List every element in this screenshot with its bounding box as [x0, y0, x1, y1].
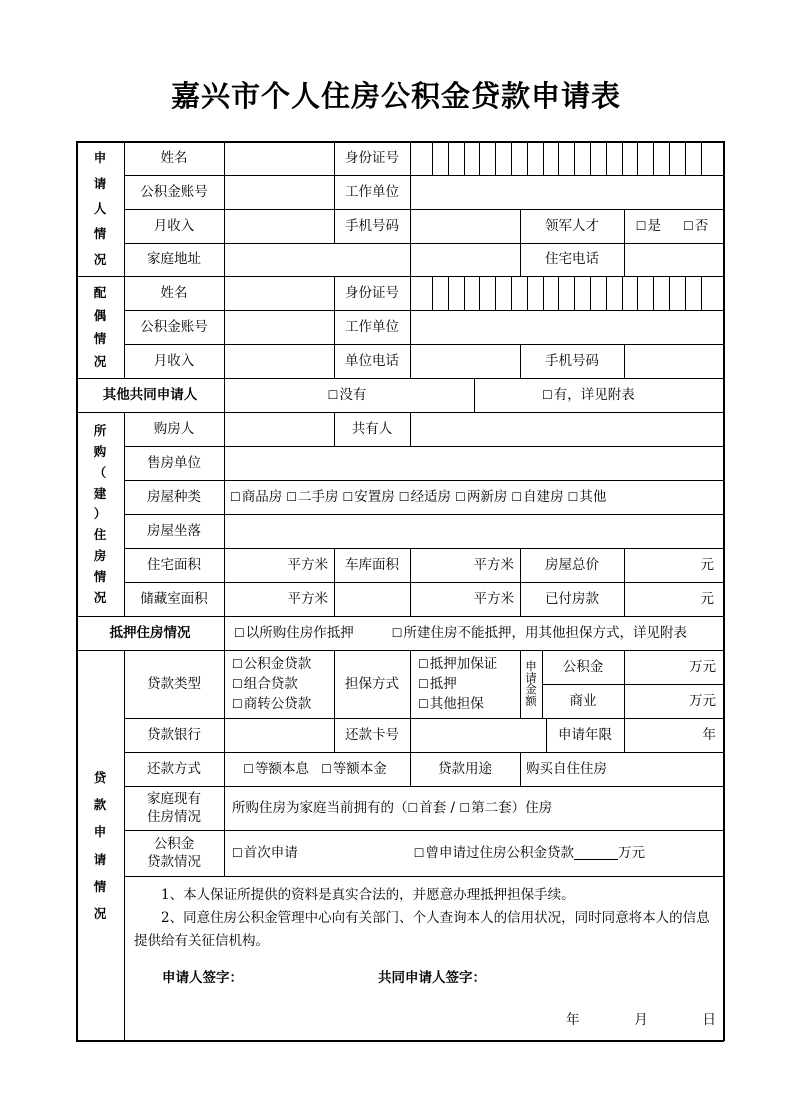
vertical-label-char: 况: [93, 905, 107, 921]
grid-line: [558, 276, 559, 310]
vertical-label-char: 情: [93, 226, 107, 242]
grid-line: [669, 141, 670, 175]
existing-label-line1: 家庭现有: [147, 790, 201, 807]
co-applicant-none-option[interactable]: [328, 386, 367, 404]
grid-line: [558, 141, 559, 175]
loan-type-label-2: 商转公贷款: [243, 696, 312, 713]
applicant-mobile-label: 手机号码: [345, 217, 399, 234]
term-label: 申请年限: [558, 726, 612, 743]
checkbox-icon: ☐: [455, 489, 466, 504]
vertical-label-char: 申: [93, 150, 107, 166]
checkbox-icon: ☐: [459, 800, 471, 815]
first-apply-option[interactable]: [232, 844, 298, 862]
vertical-label-char: ）: [93, 506, 107, 522]
co-owner-field[interactable]: [410, 412, 724, 446]
co-applicant-label: 其他共同申请人: [102, 386, 198, 403]
grid-line: [479, 276, 480, 310]
grid-line: [76, 378, 724, 379]
vertical-label-char: 建: [93, 485, 107, 501]
spouse-mobile-label: 手机号码: [545, 352, 599, 369]
loan-type-option-1[interactable]: [232, 674, 298, 694]
guarantee-label: 担保方式: [345, 675, 399, 692]
grid-line: [520, 209, 521, 276]
grid-line: [474, 378, 475, 412]
vertical-label-char: 购: [93, 443, 107, 459]
house-type-label: 房屋种类: [147, 488, 201, 505]
co-applicant-yes-label: 有，详见附表: [553, 386, 635, 403]
grid-line: [334, 412, 335, 446]
date-year: 年: [566, 1011, 580, 1028]
grid-line: [574, 141, 575, 175]
vertical-label-char: 况: [93, 589, 107, 605]
grid-line: [669, 276, 670, 310]
grid-line: [590, 141, 591, 175]
checkbox-icon: ☐: [230, 489, 241, 504]
grid-line: [334, 141, 335, 243]
checkbox-icon: ☐: [327, 387, 339, 402]
date-day: 日: [702, 1011, 716, 1028]
grid-line: [520, 650, 521, 718]
vertical-label-char: 款: [93, 797, 107, 813]
grid-line: [653, 141, 654, 175]
fund-loan-label-line1: 公积金: [153, 835, 195, 852]
co-applicant-yes-option[interactable]: [542, 386, 635, 404]
prior-apply-label: 曾申请过住房公积金贷款: [425, 844, 575, 861]
co-applicant-none-cell: [224, 378, 474, 412]
commercial-amount-field[interactable]: 万元: [689, 692, 716, 709]
spouse-income-field[interactable]: [224, 344, 334, 378]
vertical-label-char: 人: [93, 200, 107, 216]
grid-line: [590, 276, 591, 310]
total-price-label: 房屋总价: [545, 556, 599, 573]
declaration-line-2: 2、同意住房公积金管理中心向有关部门、个人查询本人的信用状况，同时同意将本人的信息提供给有关征信机构。: [134, 909, 710, 949]
paid-label: 已付房款: [545, 590, 599, 607]
grid-line: [624, 344, 625, 378]
house-type-option-0[interactable]: [230, 488, 282, 506]
seller-field[interactable]: [224, 446, 724, 480]
co-applicant-none-label: 没有: [339, 386, 367, 403]
spouse-fund-account-field[interactable]: [224, 310, 334, 344]
applicant-fund-account-field[interactable]: [224, 175, 334, 209]
grid-line: [124, 310, 724, 311]
first-set-option[interactable]: [408, 799, 447, 817]
area-label: 住宅面积: [147, 556, 201, 573]
house-type-option-5[interactable]: [511, 488, 563, 506]
checkbox-icon: ☐: [418, 656, 429, 671]
spouse-id-field[interactable]: [410, 276, 724, 310]
grid-line: [124, 786, 724, 787]
grid-line: [124, 446, 724, 447]
house-type-label-5: 自建房: [523, 488, 564, 505]
fund-loan-label-line2: 贷款情况: [147, 854, 201, 870]
mortgage-option-1[interactable]: [234, 624, 354, 642]
buyer-field[interactable]: [224, 412, 334, 446]
home-phone-label: 住宅电话: [545, 251, 599, 268]
repay-option-2-label: 等额本金: [332, 760, 387, 777]
seller-label: 售房单位: [147, 454, 201, 471]
fund-loan-history-label: [124, 830, 224, 876]
co-owner-label: 共有人: [351, 420, 393, 437]
checkbox-icon: ☐: [232, 677, 243, 691]
co-applicant-signature-label: 共同申请人签字：: [378, 969, 486, 986]
checkbox-icon: ☐: [342, 489, 354, 504]
checkbox-icon: ☐: [391, 625, 403, 640]
declaration-line-1: 1、本人保证所提供的资料是真实合法的，并愿意办理抵押担保手续。: [161, 887, 575, 903]
checkbox-icon: ☐: [511, 489, 523, 504]
grid-line: [624, 650, 625, 752]
vertical-label-char: 况: [93, 251, 107, 267]
vertical-label-char: 况: [93, 354, 107, 370]
applicant-signature-label: 申请人签字：: [162, 969, 243, 986]
repay-option-1-label: 等额本息: [255, 760, 309, 777]
grid-line: [542, 650, 543, 718]
grid-line: [334, 548, 335, 616]
house-type-options: [224, 480, 724, 514]
grid-line: [520, 548, 521, 616]
card-no-field[interactable]: [410, 718, 546, 752]
grid-line: [606, 276, 607, 310]
bank-field[interactable]: [224, 718, 334, 752]
mortgage-options: [224, 616, 724, 650]
checkbox-icon: ☐: [567, 489, 579, 504]
vertical-label-char: 申: [93, 824, 107, 840]
grid-line: [701, 141, 702, 175]
grid-line: [606, 141, 607, 175]
loan-type-label: 贷款类型: [147, 675, 201, 692]
buyer-label: 购房人: [153, 420, 195, 437]
second-set-option[interactable]: [459, 799, 511, 817]
grid-line: [76, 276, 724, 277]
grid-line: [124, 548, 724, 549]
applicant-name-field[interactable]: [224, 141, 334, 175]
storage-extra-field[interactable]: 平方米: [473, 590, 514, 607]
grid-line: [76, 1040, 724, 1042]
existing-suffix: ）住房: [511, 799, 553, 816]
grid-line: [527, 276, 528, 310]
grid-line: [653, 276, 654, 310]
checkbox-icon: ☐: [542, 387, 553, 402]
grid-line: [624, 548, 625, 616]
spouse-employer-label: 工作单位: [345, 318, 399, 335]
applicant-income-label: 月收入: [153, 217, 195, 234]
repay-label: 还款方式: [147, 760, 201, 777]
set-separator: /: [446, 799, 460, 816]
co-applicant-signature-field[interactable]: [522, 963, 672, 991]
house-type-label-0: 商品房: [241, 488, 283, 505]
applicant-employer-field[interactable]: [410, 175, 724, 209]
existing-label-line2: 住房情况: [147, 809, 201, 825]
spouse-name-field[interactable]: [224, 276, 334, 310]
repay-option-2[interactable]: [321, 760, 387, 778]
house-type-label-2: 安置房: [354, 488, 395, 505]
date-month: 月: [634, 1011, 648, 1028]
guarantee-label-1: 抵押: [429, 675, 457, 692]
prior-amount-unit: 万元: [618, 844, 646, 861]
spouse-id-label: 身份证号: [345, 284, 399, 301]
talent-label: 领军人才: [545, 217, 599, 234]
grid-line: [124, 209, 724, 210]
grid-line: [76, 616, 724, 617]
garage-area-field[interactable]: 平方米: [473, 556, 514, 573]
purpose-label: 贷款用途: [438, 760, 492, 777]
vertical-label-char: 额: [525, 693, 537, 708]
vertical-label-char: 申: [525, 659, 537, 673]
bank-label: 贷款银行: [147, 726, 201, 743]
checkbox-icon: ☐: [398, 489, 410, 504]
applicant-mobile-field[interactable]: [410, 209, 520, 243]
loan-type-label-0: 公积金贷款: [243, 655, 312, 672]
term-field[interactable]: 年: [702, 726, 716, 743]
grid-line: [542, 684, 724, 685]
grid-line: [685, 141, 686, 175]
section-applicant-label: [76, 141, 124, 276]
spouse-work-phone-label: 单位电话: [345, 352, 399, 369]
total-price-field[interactable]: 元: [700, 556, 714, 573]
grid-line: [464, 276, 465, 310]
apply-amount-label: [520, 650, 542, 718]
house-type-label-6: 其他: [579, 488, 607, 505]
applicant-address-field[interactable]: [224, 243, 520, 276]
vertical-label-char: 住: [93, 527, 107, 543]
checkbox-icon: ☐: [407, 800, 419, 815]
talent-yes-option[interactable]: [636, 217, 661, 235]
prior-apply-option[interactable]: [414, 844, 574, 862]
grid-line: [479, 141, 480, 175]
grid-line: [511, 141, 512, 175]
paid-field[interactable]: 元: [700, 590, 714, 607]
grid-line: [124, 582, 724, 583]
loan-type-label-1: 组合贷款: [243, 675, 298, 692]
vertical-label-char: （: [93, 464, 107, 480]
vertical-label-char: 请: [525, 670, 537, 685]
house-type-option-3[interactable]: [399, 488, 451, 506]
grid-line: [432, 276, 433, 310]
talent-options: [624, 209, 724, 243]
vertical-label-char: 请: [93, 851, 107, 867]
guarantee-option-0[interactable]: [418, 654, 497, 674]
spouse-fund-account-label: 公积金账号: [140, 318, 208, 335]
grid-line: [224, 141, 225, 876]
vertical-label-char: 情: [93, 569, 107, 585]
talent-no-option[interactable]: [683, 217, 708, 235]
applicant-income-field[interactable]: [224, 209, 334, 243]
grid-line: [495, 141, 496, 175]
grid-line: [124, 480, 724, 481]
grid-line: [432, 141, 433, 175]
grid-line: [410, 650, 411, 786]
talent-no-label: 否: [694, 217, 709, 234]
grid-line: [334, 650, 335, 752]
grid-line: [410, 548, 411, 616]
guarantee-options: [410, 650, 520, 718]
home-phone-field[interactable]: [624, 243, 724, 276]
section-loan-label: [76, 650, 124, 1041]
grid-line: [124, 344, 724, 345]
grid-line: [124, 752, 724, 753]
spouse-employer-field[interactable]: [410, 310, 724, 344]
storage-area-label: 储藏室面积: [140, 590, 208, 607]
co-applicant-yes-cell: [534, 378, 724, 412]
mortgage-option-2[interactable]: [392, 624, 687, 642]
existing-label: [124, 786, 224, 830]
grid-line: [685, 276, 686, 310]
guarantee-option-1[interactable]: [418, 674, 457, 694]
house-type-label-3: 经适房: [410, 488, 452, 505]
vertical-label-char: 房: [93, 548, 107, 564]
guarantee-label-0: 抵押加保证: [429, 655, 498, 672]
grid-line: [124, 830, 724, 831]
vertical-label-char: 贷: [93, 770, 107, 786]
grid-line: [410, 141, 411, 378]
applicant-id-field[interactable]: [410, 141, 724, 175]
vertical-label-char: 请: [93, 175, 107, 191]
garage-area-label: 车库面积: [345, 556, 399, 573]
grid-line: [701, 276, 702, 310]
fund-amount-field[interactable]: 万元: [689, 658, 716, 675]
fund-loan-history-options: [224, 830, 724, 876]
loan-type-option-0[interactable]: [232, 654, 311, 674]
grid-line: [76, 650, 724, 651]
checkbox-icon: ☐: [321, 761, 332, 776]
applicant-name-label: 姓名: [160, 149, 188, 166]
grid-line: [76, 141, 724, 143]
grid-line: [546, 718, 547, 752]
existing-housing-text: [224, 786, 724, 830]
applicant-fund-account-label: 公积金账号: [140, 183, 208, 200]
spouse-name-label: 姓名: [160, 284, 188, 301]
location-label: 房屋坐落: [147, 522, 201, 539]
repay-options: [224, 752, 410, 786]
applicant-id-label: 身份证号: [345, 149, 399, 166]
applicant-employer-label: 工作单位: [345, 183, 399, 200]
grid-line: [520, 752, 521, 786]
grid-line: [622, 276, 623, 310]
house-type-label-4: 两新房: [466, 488, 508, 505]
section-house-label: [76, 412, 124, 616]
location-field[interactable]: [224, 514, 724, 548]
loan-type-option-2[interactable]: [232, 694, 311, 714]
checkbox-icon: ☐: [232, 845, 243, 860]
grid-line: [124, 412, 125, 616]
grid-line: [520, 344, 521, 378]
card-no-label: 还款卡号: [345, 726, 399, 743]
grid-line: [410, 412, 411, 446]
vertical-label-char: 配: [93, 284, 107, 300]
vertical-label-char: 情: [93, 878, 107, 894]
house-type-option-4[interactable]: [455, 488, 507, 506]
talent-yes-label: 是: [647, 217, 661, 234]
mortgage-option-2-label: 所建住房不能抵押，用其他担保方式，详见附表: [403, 624, 688, 641]
grid-line: [624, 209, 625, 276]
grid-line: [511, 276, 512, 310]
storage-blank-cell: [334, 582, 410, 616]
grid-line: [637, 276, 638, 310]
applicant-address-label: 家庭地址: [147, 251, 201, 268]
purpose-value: 购买自住住房: [526, 760, 607, 777]
spouse-income-label: 月收入: [153, 352, 195, 369]
checkbox-icon: ☐: [243, 761, 254, 776]
application-form: [76, 141, 724, 1041]
checkbox-icon: ☐: [418, 697, 429, 712]
signature-date: [566, 1009, 716, 1031]
grid-line: [574, 276, 575, 310]
loan-type-options: [224, 650, 334, 718]
house-type-option-2[interactable]: [343, 488, 395, 506]
guarantee-option-2[interactable]: [418, 694, 484, 714]
checkbox-icon: ☐: [234, 625, 245, 640]
vertical-label-char: 金: [525, 682, 537, 696]
grid-line: [124, 243, 724, 244]
grid-line: [76, 412, 724, 413]
house-type-option-6[interactable]: [568, 488, 607, 506]
grid-line: [622, 141, 623, 175]
applicant-signature-field[interactable]: [286, 963, 376, 991]
grid-line: [448, 141, 449, 175]
guarantee-label-2: 其他担保: [429, 696, 484, 713]
house-type-label-1: 二手房: [298, 488, 339, 505]
grid-line: [637, 141, 638, 175]
vertical-label-char: 偶: [93, 307, 107, 323]
prior-amount-blank[interactable]: [574, 847, 618, 860]
grid-line: [464, 141, 465, 175]
checkbox-icon: ☐: [232, 697, 243, 712]
storage-area-field[interactable]: 平方米: [287, 590, 328, 607]
section-spouse-label: [76, 276, 124, 378]
grid-line: [543, 276, 544, 310]
checkbox-icon: ☐: [413, 845, 425, 860]
grid-line: [543, 141, 544, 175]
repay-option-1[interactable]: [243, 760, 309, 778]
checkbox-icon: ☐: [683, 218, 694, 233]
second-set-label: 第二套: [471, 799, 512, 816]
grid-line: [334, 276, 335, 378]
spouse-work-phone-field[interactable]: [410, 344, 520, 378]
grid-line: [124, 650, 125, 1041]
fund-amount-label: 公积金: [562, 658, 604, 675]
existing-prefix: 所购住房为家庭当前拥有的（: [232, 799, 408, 816]
vertical-label-char: 情: [93, 331, 107, 346]
grid-line: [448, 276, 449, 310]
house-type-option-1[interactable]: [286, 488, 338, 506]
grid-line: [124, 141, 125, 378]
grid-line: [124, 175, 724, 176]
checkbox-icon: ☐: [232, 656, 243, 671]
area-field[interactable]: 平方米: [287, 556, 328, 573]
page-title: 嘉兴市个人住房公积金贷款申请表: [170, 79, 621, 113]
vertical-label-char: 所: [93, 422, 107, 438]
mortgage-option-1-label: 以所购住房作抵押: [245, 624, 354, 641]
checkbox-icon: ☐: [286, 489, 298, 504]
mortgage-label: 抵押住房情况: [109, 624, 191, 641]
first-set-label: 首套: [419, 799, 447, 816]
grid-line: [124, 514, 724, 515]
checkbox-icon: ☐: [635, 218, 647, 233]
grid-line: [495, 276, 496, 310]
spouse-mobile-field[interactable]: [624, 344, 724, 378]
grid-line: [527, 141, 528, 175]
commercial-amount-label: 商业: [569, 692, 597, 709]
first-apply-label: 首次申请: [243, 844, 298, 861]
grid-line: [124, 876, 724, 877]
grid-line: [124, 718, 724, 719]
checkbox-icon: ☐: [418, 677, 429, 691]
